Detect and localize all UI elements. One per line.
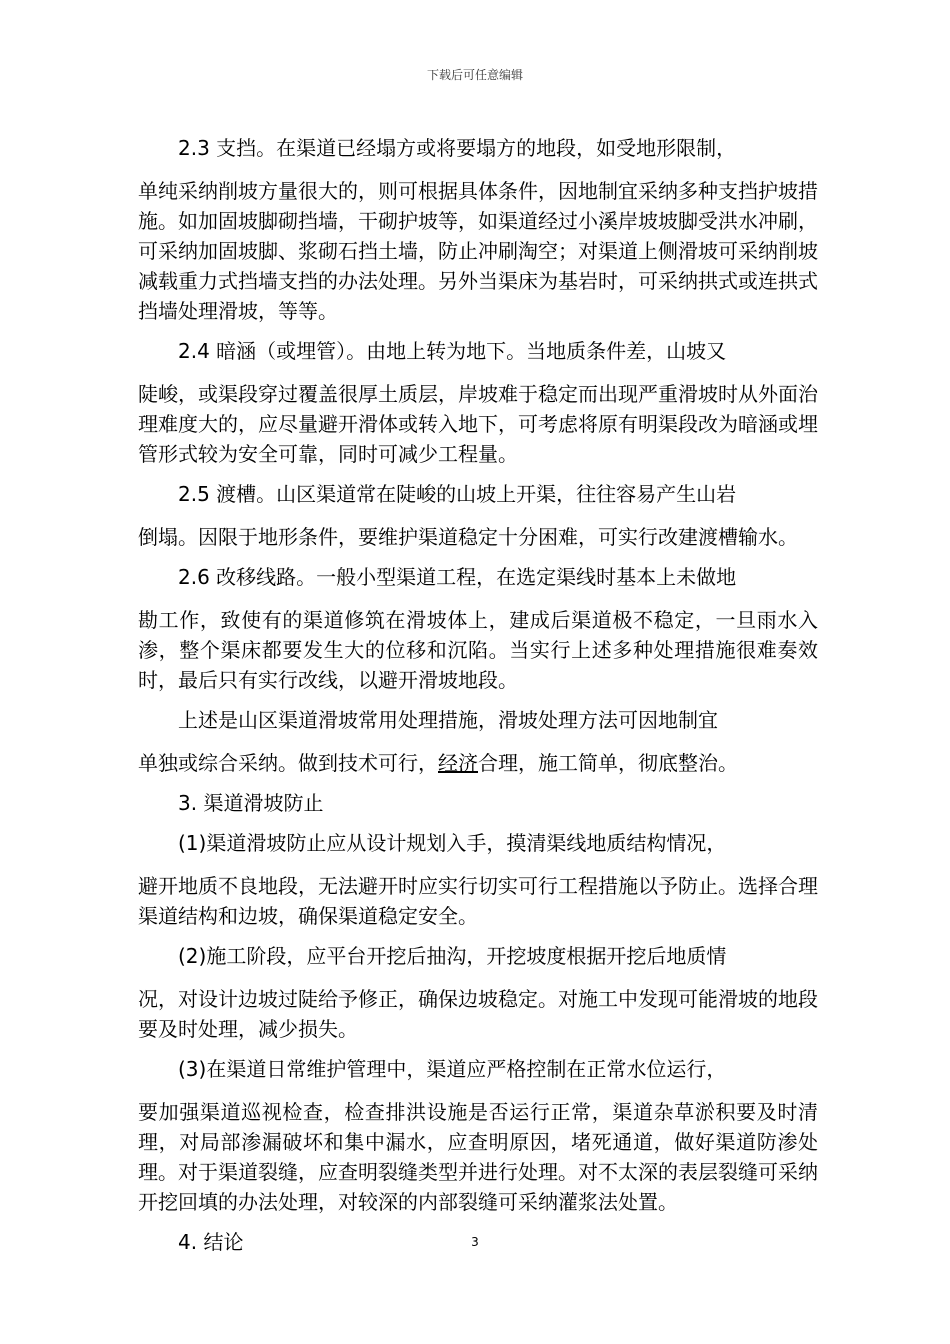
paragraph-first-line: 2.3 支挡。在渠道已经塌方或将要塌方的地段，如受地形限制， bbox=[178, 136, 737, 160]
paragraph-2-4 bbox=[138, 336, 818, 469]
paragraph-item-1 bbox=[138, 828, 818, 931]
paragraph-first-line: 2.6 改移线路。一般小型渠道工程，在选定渠线时基本上未做地 bbox=[178, 565, 737, 589]
paragraph-item-2 bbox=[138, 941, 818, 1044]
item-number: (1) bbox=[178, 831, 207, 855]
paragraph-first-line: (3)在渠道日常维护管理中，渠道应严格控制在正常水位运行， bbox=[178, 1057, 727, 1081]
item-number: (2) bbox=[178, 944, 207, 968]
section-number: 2.4 bbox=[178, 339, 210, 363]
paragraph-first-line: (1)渠道滑坡防止应从设计规划入手，摸清渠线地质结构情况， bbox=[178, 831, 727, 855]
section-number: 2.5 bbox=[178, 482, 210, 506]
paragraph-item-3 bbox=[138, 1054, 818, 1217]
paragraph-text: 况，对设计边坡过陡给予修正，确保边坡稳定。对施工中发现可能滑坡的地段要及时处理，减少损失。 bbox=[138, 987, 818, 1041]
paragraph-first-line: 2.5 渡槽。山区渠道常在陡峻的山坡上开渠，往往容易产生山岩 bbox=[178, 482, 737, 506]
paragraph-2-6 bbox=[138, 562, 818, 695]
paragraph-text: 倒塌。因限于地形条件，要维护渠道稳定十分困难，可实行改建渡槽输水。 bbox=[138, 525, 798, 549]
section-number: 2.6 bbox=[178, 565, 210, 589]
paragraph-2-3 bbox=[138, 133, 818, 326]
section-number: 2.3 bbox=[178, 136, 210, 160]
paragraph-text: 要加强渠道巡视检查，检查排洪设施是否运行正常，渠道杂草淤积要及时清理，对局部渗漏破坏和集中漏水，应查明原因，堵死通道，做好渠道防渗处理。对于渠道裂缝，应查明裂缝类型并进行处理。对不太深的表层裂缝可采纳开挖回填的办法处理，对较深的内部裂缝可采纳灌浆法处置。 bbox=[138, 1100, 818, 1214]
paragraph-first-line: 2.4 暗涵（或埋管）。由地上转为地下。当地质条件差，山坡又 bbox=[178, 339, 727, 363]
document-body bbox=[138, 133, 818, 1267]
economy-link[interactable]: 经济 bbox=[438, 751, 478, 775]
paragraph-text: 勘工作，致使有的渠道修筑在滑坡体上，建成后渠道极不稳定，一旦雨水入渗，整个渠床都要发生大的位移和沉陷。当实行上述多种处理措施很难奏效时，最后只有实行改线，以避开滑坡地段。 bbox=[138, 608, 818, 692]
paragraph-first-line: 上述是山区渠道滑坡常用处理措施，滑坡处理方法可因地制宜 bbox=[178, 708, 718, 732]
page-header: 下载后可任意编辑 bbox=[426, 68, 523, 82]
paragraph-text: 陡峻，或渠段穿过覆盖很厚土质层，岸坡难于稳定而出现严重滑坡时从外面治理难度大的，应尽量避开滑体或转入地下，可考虑将原有明渠段改为暗涵或埋管形式较为安全可靠，同时可减少工程量。 bbox=[138, 382, 818, 466]
item-number: (3) bbox=[178, 1057, 207, 1081]
paragraph-first-line: (2)施工阶段，应平台开挖后抽沟，开挖坡度根据开挖后地质情 bbox=[178, 944, 727, 968]
paragraph-summary: 上述是山区渠道滑坡常用处理措施，滑坡处理方法可因地制宜 单独或综合采纳。做到技术可行，经济合理，施工简单，彻底整治。 bbox=[138, 705, 818, 778]
paragraph-text: 避开地质不良地段，无法避开时应实行切实可行工程措施以予防止。选择合理渠道结构和边坡，确保渠道稳定安全。 bbox=[138, 874, 818, 928]
paragraph-text: 单纯采纳削坡方量很大的，则可根据具体条件，因地制宜采纳多种支挡护坡措施。如加固坡脚砌挡墙，干砌护坡等，如渠道经过小溪岸坡坡脚受洪水冲刷，可采纳加固坡脚、浆砌石挡土墙，防止冲刷淘空；对渠道上侧滑坡可采纳削坡减载重力式挡墙支挡的办法处理。另外当渠床为基岩时，可采纳拱式或连拱式挡墙处理滑坡，等等。 bbox=[138, 179, 818, 323]
page-number: 3 bbox=[471, 1235, 479, 1249]
section-heading-4: 4. 结论 bbox=[178, 1230, 244, 1254]
section-heading-3: 3. 渠道滑坡防止 bbox=[178, 791, 324, 815]
paragraph-2-5 bbox=[138, 479, 818, 552]
